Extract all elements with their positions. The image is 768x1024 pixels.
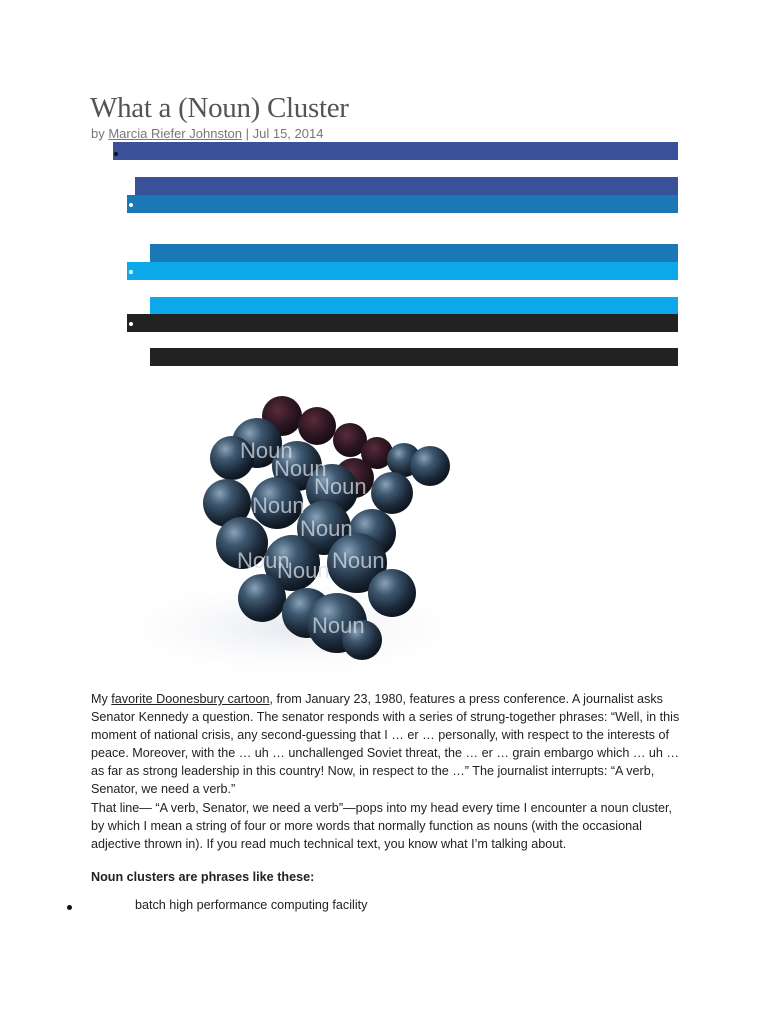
list-bullet-dot [129, 270, 133, 274]
share-bar-email-secondary[interactable] [150, 348, 678, 366]
share-bar-twitter-secondary[interactable] [150, 297, 678, 315]
section-subhead: Noun clusters are phrases like these: [91, 870, 315, 884]
byline-prefix: by [91, 126, 109, 141]
share-bar-email[interactable] [127, 314, 678, 332]
byline-date: | Jul 15, 2014 [242, 126, 324, 141]
paragraph-text: My [91, 692, 112, 706]
share-bar-linkedin[interactable] [127, 195, 678, 213]
bullet-icon [67, 905, 72, 910]
list-bullet-dot [129, 203, 133, 207]
noun-overlay-text: Noun [314, 474, 367, 499]
noun-overlay-text: Noun [237, 548, 290, 573]
list-bullet-dot [114, 152, 118, 156]
paragraph-1 [91, 690, 681, 799]
article-body [91, 690, 681, 853]
list-bullet-dot [129, 322, 133, 326]
paragraph-text: , from January 23, 1980, features a press conference. A journalist asks Senator Kennedy a question. The senator responds with a series of strung-together phrases: “Well, in this moment of national crisis, any second-guessing that I … er … personally, with respect to the interests of peace. Moreover, with the … uh … unchallenged Soviet threat, the … er … grain embargo which … uh … as far as strong leadership in this country! Now, in respect to the …” The journalist interrupts: “A verb, Senator, we need a verb.” [91, 692, 680, 797]
byline [91, 126, 323, 141]
noun-overlay-text: Noun [312, 613, 365, 638]
paragraph-2: That line— “A verb, Senator, we need a verb”—pops into my head every time I encounter a noun cluster, by which I mean a string of four or more words that normally function as nouns (with the occasional adjective thrown in). If you read much technical text, you know what I’m talking about. [91, 800, 673, 851]
noun-overlay-text: Noun [274, 456, 327, 481]
noun-overlay-text: Noun [300, 516, 353, 541]
grape-cluster-photo [92, 378, 522, 688]
noun-overlay-text: Noun [277, 558, 330, 583]
share-bar-twitter[interactable] [127, 262, 678, 280]
share-bar-facebook-secondary[interactable] [135, 177, 678, 195]
list-item: batch high performance computing facility [135, 898, 368, 912]
article-title: What a (Noun) Cluster [90, 92, 349, 124]
share-bar-linkedin-secondary[interactable] [150, 244, 678, 262]
author-link[interactable]: Marcia Riefer Johnston [108, 126, 243, 141]
noun-overlay-text: Noun [332, 548, 385, 573]
noun-overlay-text: Noun [240, 438, 293, 463]
doonesbury-link[interactable]: favorite Doonesbury cartoon [111, 692, 270, 706]
share-bar-facebook[interactable] [113, 142, 678, 160]
noun-overlay-text: Noun [252, 493, 305, 518]
